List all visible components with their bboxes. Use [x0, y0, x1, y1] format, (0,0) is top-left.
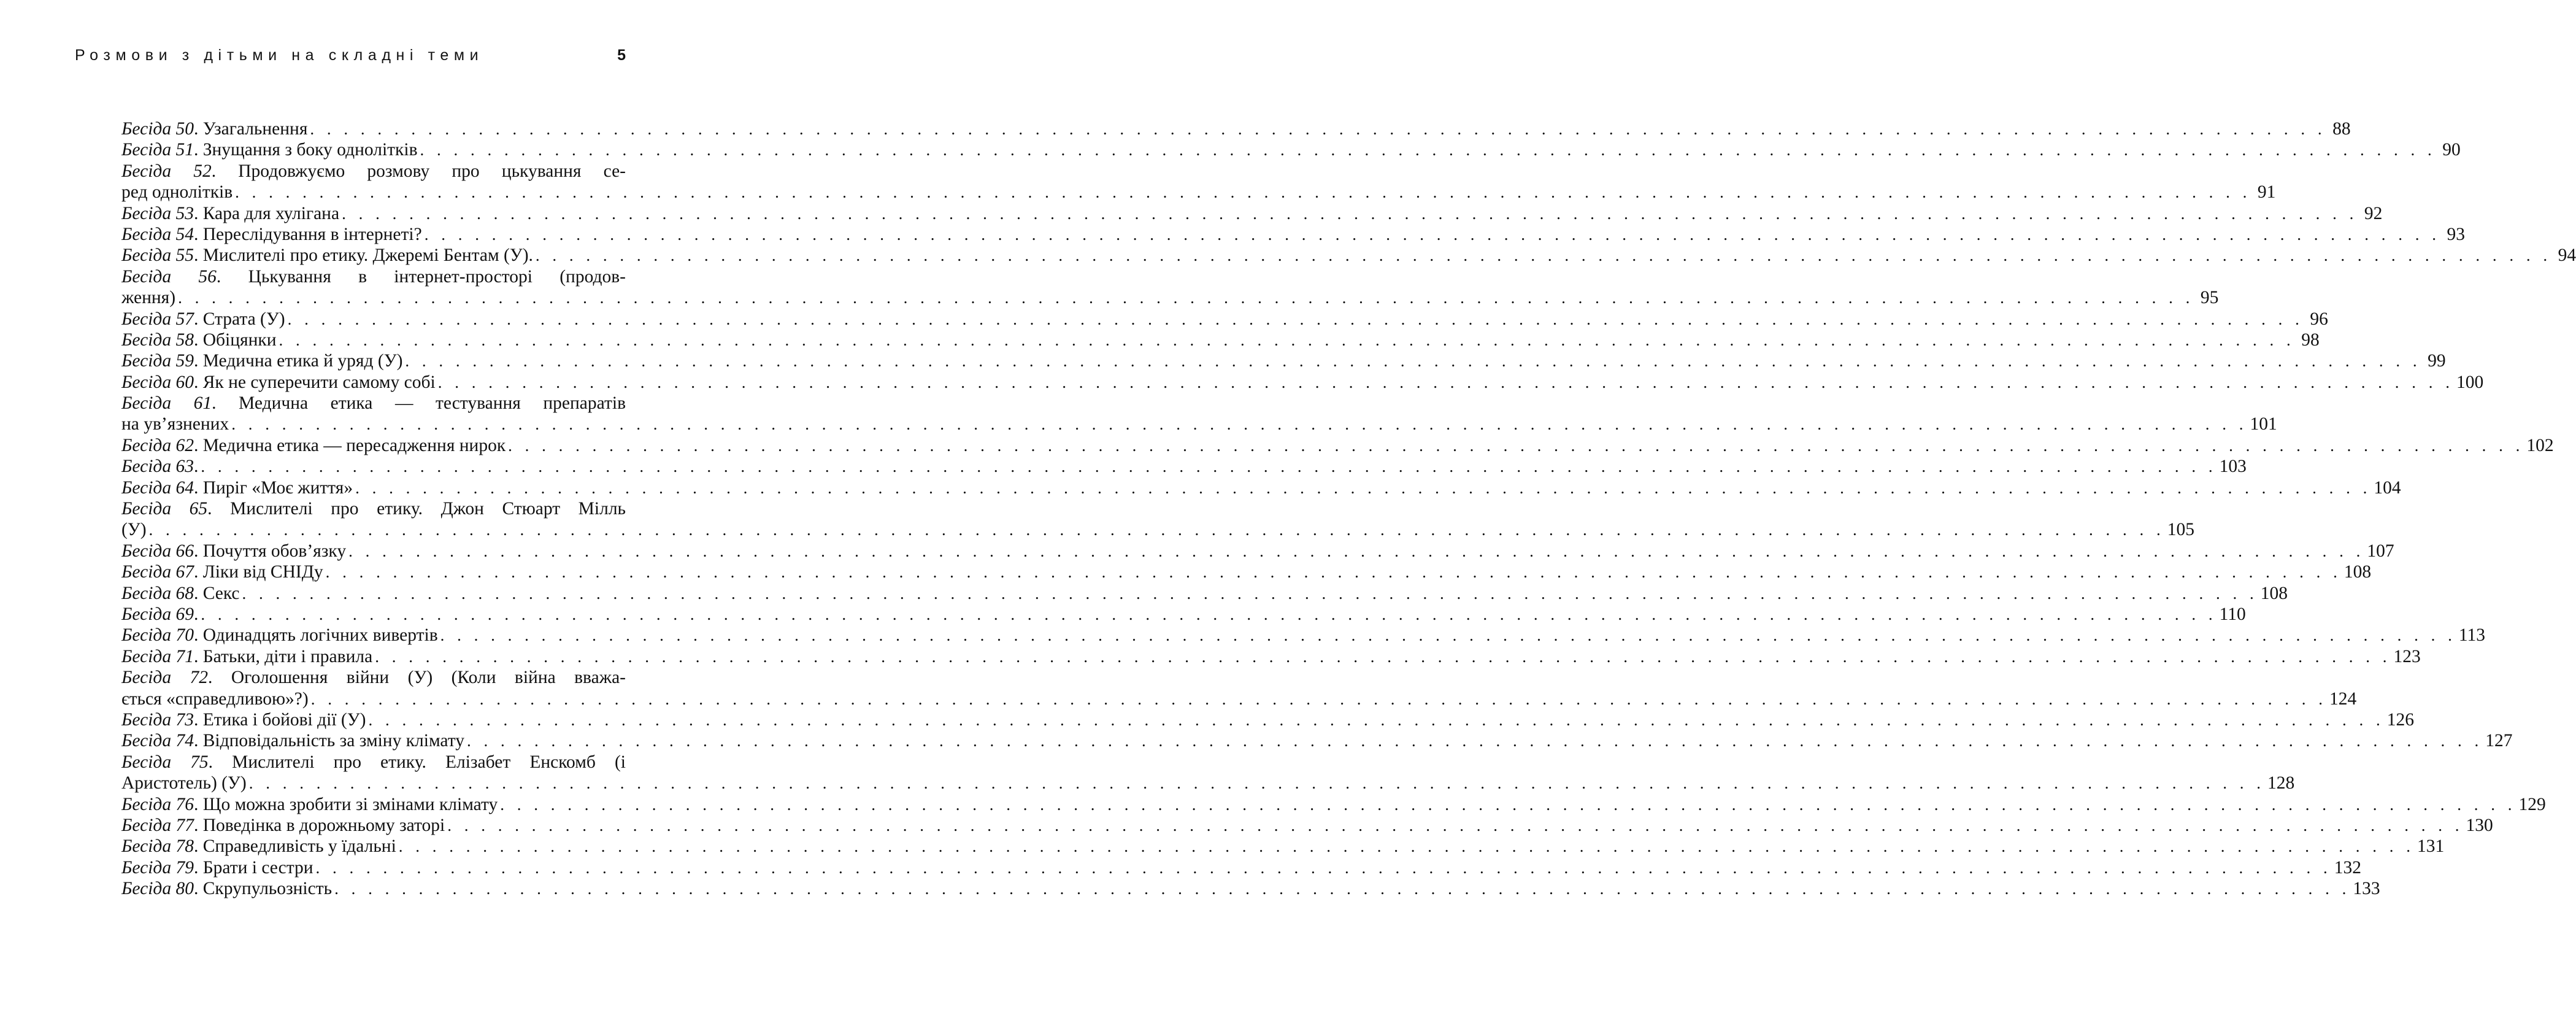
toc-entry-title: Почуття обов’язку [202, 541, 347, 561]
toc-entry-title: Скрупульозність [202, 879, 333, 899]
dot-leader: . . . . . . . . . . . . . . . . . . . . . . . . . . . . . . . . . . . . . . . . . . . . . . . . . . . . . . . . . . . . . . . . . . . . . . . . . . . . . . . . . . . . . . . . . . . . . . . . . . . . . . . . . . . . . . . . . . . . . . . . [148, 520, 2165, 539]
dot-leader: . . . . . . . . . . . . . . . . . . . . . . . . . . . . . . . . . . . . . . . . . . . . . . . . . . . . . . . . . . . . . . . . . . . . . . . . . . . . . . . . . . . . . . . . . . . . . . . . . . . . . . . . . . . . . . . . . . . . . . . . [310, 120, 2326, 138]
toc-entry-text [121, 414, 229, 434]
toc-entry-label: Бесіда 51 [121, 140, 194, 160]
toc-entry-line [121, 372, 2484, 393]
toc-entry-page-number: 126 [2386, 709, 2414, 730]
toc-entry-line: Бесіда 61. Медична етика — тестування препаратів [121, 393, 626, 414]
toc-entry-page-number: 90 [2442, 140, 2461, 160]
toc-entry-label: Бесіда 80 [121, 879, 194, 899]
toc-entry-text: Бесіда 53. Кара для хулігана [121, 203, 340, 223]
toc-entry [121, 372, 2484, 393]
toc-entry-page-number: 123 [2393, 646, 2421, 666]
toc-entry [121, 309, 2328, 330]
dot-leader: . . . . . . . . . . . . . . . . . . . . . . . . . . . . . . . . . . . . . . . . . . . . . . . . . . . . . . . . . . . . . . . . . . . . . . . . . . . . . . . . . . . . . . . . . . . . . . . . . . . . . . . . . . . . . . . . . . . . . . . . [325, 563, 2342, 582]
toc-entry [121, 794, 2546, 815]
toc-entry-text: Бесіда 76. Що можна зробити зі змінами клімату [121, 794, 498, 814]
toc-entry-page-number: 95 [2200, 288, 2219, 308]
dot-leader: . . . . . . . . . . . . . . . . . . . . . . . . . . . . . . . . . . . . . . . . . . . . . . . . . . . . . . . . . . . . . . . . . . . . . . . . . . . . . . . . . . . . . . . . . . . . . . . . . . . . . . . . . . . . . . . . . . . . . . . . [508, 436, 2524, 455]
toc-entry [121, 161, 2276, 203]
toc-entry-title: Одинадцять логічних вивертів [202, 625, 438, 646]
toc-entry-text: Бесіда 78. Справедливість у їдальні [121, 836, 396, 857]
toc-entry-line [121, 203, 2383, 224]
toc-entry [121, 541, 2394, 562]
toc-entry-title-line1: Продовжуємо розмову про цькування се- [238, 161, 626, 181]
toc-entry-text: Бесіда 70. Одинадцять логічних вивертів [121, 625, 438, 646]
toc-entry-text [121, 519, 147, 540]
toc-entry-label: Бесіда 69 [121, 604, 194, 624]
toc-entry-line [121, 689, 2357, 709]
toc-entry [121, 266, 2219, 309]
toc-entry-label: Бесіда 60 [121, 372, 194, 392]
toc-entry-line [121, 477, 2401, 498]
toc-entry-title: (У) [121, 520, 147, 540]
toc-entry-label: Бесіда 61 [121, 393, 212, 414]
toc-entry-title: Знущання з боку однолітків [202, 140, 418, 160]
toc-entry-label: Бесіда 77 [121, 815, 194, 835]
dot-leader: . . . . . . . . . . . . . . . . . . . . . . . . . . . . . . . . . . . . . . . . . . . . . . . . . . . . . . . . . . . . . . . . . . . . . . . . . . . . . . . . . . . . . . . . . . . . . . . . . . . . . . . . . . . . . . . . . . . . . . . . [420, 141, 2436, 160]
dot-leader: . . . . . . . . . . . . . . . . . . . . . . . . . . . . . . . . . . . . . . . . . . . . . . . . . . . . . . . . . . . . . . . . . . . . . . . . . . . . . . . . . . . . . . . . . . . . . . . . . . . . . . . . . . . . . . . . . . . . . . . . [248, 774, 2265, 793]
toc-entry-page-number: 102 [2526, 435, 2554, 455]
toc-entry-page-number: 132 [2334, 857, 2362, 878]
dot-leader: . . . . . . . . . . . . . . . . . . . . . . . . . . . . . . . . . . . . . . . . . . . . . . . . . . . . . . . . . . . . . . . . . . . . . . . . . . . . . . . . . . . . . . . . . . . . . . . . . . . . . . . . . . . . . . . . . . . . . . . . [440, 626, 2456, 645]
dot-leader: . . . . . . . . . . . . . . . . . . . . . . . . . . . . . . . . . . . . . . . . . . . . . . . . . . . . . . . . . . . . . . . . . . . . . . . . . . . . . . . . . . . . . . . . . . . . . . . . . . . . . . . . . . . . . . . . . . . . . . . . [178, 288, 2194, 307]
toc-entry [121, 604, 2246, 625]
toc-entry [121, 118, 2351, 139]
toc-entry [121, 583, 2288, 604]
dot-leader: . . . . . . . . . . . . . . . . . . . . . . . . . . . . . . . . . . . . . . . . . . . . . . . . . . . . . . . . . . . . . . . . . . . . . . . . . . . . . . . . . . . . . . . . . . . . . . . . . . . . . . . . . . . . . . . . . . . . . . . . [467, 731, 2483, 751]
toc-entry-line [121, 730, 2513, 751]
toc-entry [121, 562, 2372, 582]
toc-entry-line [121, 625, 2486, 646]
toc-entry-text [121, 689, 309, 709]
toc-entry-line [121, 330, 2320, 350]
toc-entry-page-number: 103 [2219, 457, 2247, 477]
toc-entry-label: Бесіда 68 [121, 583, 194, 603]
toc-entry-text: Бесіда 80. Скрупульозність [121, 879, 333, 899]
toc-entry [121, 203, 2383, 224]
toc-entry-text: Бесіда 54. Переслідування в інтернеті? [121, 224, 422, 244]
toc-entry-title: Справедливість у їдальні [202, 836, 396, 857]
toc-entry [121, 878, 2380, 899]
toc-entry-text: Бесіда 51. Знущання з боку однолітків [121, 140, 418, 160]
toc-entry-text: Бесіда 74. Відповідальність за зміну клімату [121, 731, 465, 751]
toc-entry-title: ється «справедливою»?) [121, 689, 309, 709]
toc-entry-line [121, 118, 2351, 139]
toc-entry-title: Брати і сестри [202, 857, 313, 878]
toc-entry [121, 730, 2513, 751]
toc-entry-line [121, 224, 2465, 245]
toc-entry-text: Бесіда 79. Брати і сестри [121, 857, 313, 878]
dot-leader: . . . . . . . . . . . . . . . . . . . . . . . . . . . . . . . . . . . . . . . . . . . . . . . . . . . . . . . . . . . . . . . . . . . . . . . . . . . . . . . . . . . . . . . . . . . . . . . . . . . . . . . . . . . . . . . . . . . . . . . . [231, 415, 2248, 434]
toc-entry-text: Бесіда 63. [121, 457, 199, 477]
dot-leader: . . . . . . . . . . . . . . . . . . . . . . . . . . . . . . . . . . . . . . . . . . . . . . . . . . . . . . . . . . . . . . . . . . . . . . . . . . . . . . . . . . . . . . . . . . . . . . . . . . . . . . . . . . . . . . . . . . . . . . . . [242, 584, 2258, 603]
toc-entry-page-number: 128 [2267, 773, 2295, 793]
toc-entry-line [121, 287, 2219, 308]
dot-leader: . . . . . . . . . . . . . . . . . . . . . . . . . . . . . . . . . . . . . . . . . . . . . . . . . . . . . . . . . . . . . . . . . . . . . . . . . . . . . . . . . . . . . . . . . . . . . . . . . . . . . . . . . . . . . . . . . . . . . . . . [398, 837, 2415, 856]
toc-entry-label: Бесіда 72 [121, 668, 208, 688]
dot-leader: . . . . . . . . . . . . . . . . . . . . . . . . . . . . . . . . . . . . . . . . . . . . . . . . . . . . . . . . . . . . . . . . . . . . . . . . . . . . . . . . . . . . . . . . . . . . . . . . . . . . . . . . . . . . . . . . . . . . . . . . [368, 710, 2385, 729]
dot-leader: . . . . . . . . . . . . . . . . . . . . . . . . . . . . . . . . . . . . . . . . . . . . . . . . . . . . . . . . . . . . . . . . . . . . . . . . . . . . . . . . . . . . . . . . . . . . . . . . . . . . . . . . . . . . . . . . . . . . . . . . [201, 457, 2217, 476]
toc-entry-text [121, 773, 247, 793]
toc-entry-label: Бесіда 54 [121, 224, 194, 244]
toc-entry-label: Бесіда 57 [121, 309, 194, 329]
toc-entry-text: Бесіда 60. Як не суперечити самому собі [121, 372, 436, 392]
dot-leader: . . . . . . . . . . . . . . . . . . . . . . . . . . . . . . . . . . . . . . . . . . . . . . . . . . . . . . . . . . . . . . . . . . . . . . . . . . . . . . . . . . . . . . . . . . . . . . . . . . . . . . . . . . . . . . . . . . . . . . . . [334, 879, 2351, 898]
toc-entry-text: Бесіда 77. Поведінка в дорожньому заторі [121, 815, 445, 835]
toc-entry [121, 393, 2277, 435]
dot-leader: . . . . . . . . . . . . . . . . . . . . . . . . . . . . . . . . . . . . . . . . . . . . . . . . . . . . . . . . . . . . . . . . . . . . . . . . . . . . . . . . . . . . . . . . . . . . . . . . . . . . . . . . . . . . . . . . . . . . . . . . [500, 795, 2516, 814]
toc-entry-page-number: 100 [2456, 372, 2484, 392]
dot-leader: . . . . . . . . . . . . . . . . . . . . . . . . . . . . . . . . . . . . . . . . . . . . . . . . . . . . . . . . . . . . . . . . . . . . . . . . . . . . . . . . . . . . . . . . . . . . . . . . . . . . . . . . . . . . . . . . . . . . . . . . [287, 309, 2304, 328]
toc-entry [121, 752, 2295, 794]
toc-entry-page-number: 101 [2250, 414, 2277, 434]
toc-entry-line: Бесіда 56. Цькування в інтернет-просторі (продов- [121, 266, 626, 287]
toc-entry-title: Аристотель) (У) [121, 773, 247, 793]
toc-entry-line [121, 456, 2247, 477]
toc-entry-label: Бесіда 62 [121, 435, 194, 455]
toc-entry-page-number: 130 [2466, 815, 2493, 835]
toc-entry [121, 709, 2414, 730]
toc-entry [121, 625, 2486, 646]
toc-entry [121, 456, 2247, 477]
toc-entry-label: Бесіда 52 [121, 161, 212, 181]
toc-entry-label: Бесіда 74 [121, 731, 194, 751]
toc-entry-title: Секс [202, 583, 240, 603]
dot-leader: . . . . . . . . . . . . . . . . . . . . . . . . . . . . . . . . . . . . . . . . . . . . . . . . . . . . . . . . . . . . . . . . . . . . . . . . . . . . . . . . . . . . . . . . . . . . . . . . . . . . . . . . . . . . . . . . . . . . . . . . [342, 204, 2358, 223]
toc-entry-line [121, 541, 2394, 562]
toc-entry-title-line1: Мислителі про етику. Елізабет Енскомб (і [232, 752, 626, 772]
toc-entry-text: Бесіда 57. Страта (У) [121, 309, 285, 329]
dot-leader: . . . . . . . . . . . . . . . . . . . . . . . . . . . . . . . . . . . . . . . . . . . . . . . . . . . . . . . . . . . . . . . . . . . . . . . . . . . . . . . . . . . . . . . . . . . . . . . . . . . . . . . . . . . . . . . . . . . . . . . . [279, 330, 2295, 349]
toc-entry-label: Бесіда 75 [121, 752, 209, 772]
toc-entry-label: Бесіда 56 [121, 266, 217, 287]
toc-entry-title-line1: Мислителі про етику. Джон Стюарт Мілль [230, 499, 626, 519]
toc-entry-line [121, 562, 2372, 582]
toc-entry-line [121, 182, 2276, 203]
toc-entry-page-number: 104 [2374, 477, 2401, 498]
running-title: Розмови з дітьми на складні теми [75, 47, 484, 64]
toc-entry-line [121, 309, 2328, 330]
dot-leader: . . . . . . . . . . . . . . . . . . . . . . . . . . . . . . . . . . . . . . . . . . . . . . . . . . . . . . . . . . . . . . . . . . . . . . . . . . . . . . . . . . . . . . . . . . . . . . . . . . . . . . . . . . . . . . . . . . . . . . . . [235, 183, 2251, 202]
toc-entry-line [121, 604, 2246, 625]
toc-entry-text: Бесіда 68. Секс [121, 583, 240, 603]
toc-entry-title: Кара для хулігана [202, 203, 340, 223]
toc-entry-title: Медична етика й уряд (У) [202, 351, 403, 371]
toc-entry-title: на ув’язнених [121, 414, 229, 434]
toc-entry-page-number: 96 [2310, 309, 2328, 329]
toc-entry-page-number: 127 [2485, 731, 2513, 751]
toc-entry-title-line1: Цькування в інтернет-просторі (продов- [248, 266, 626, 287]
toc-entry-line: Бесіда 75. Мислителі про етику. Елізабет Енскомб (і [121, 752, 626, 772]
toc-entry-text [121, 182, 233, 203]
toc-entry [121, 646, 2421, 667]
toc-entry-title: Батьки, діти і правила [202, 646, 373, 666]
toc-entry-page-number: 107 [2367, 541, 2394, 561]
toc-entry-page-number: 113 [2458, 625, 2486, 646]
toc-entry-text: Бесіда 50. Узагальнення [121, 119, 308, 139]
toc-entry-label: Бесіда 71 [121, 646, 194, 666]
toc-entry-title-line1: Оголошення війни (У) (Коли війна вважа- [231, 668, 626, 688]
toc-entry-page-number: 108 [2260, 583, 2288, 603]
page-header [75, 47, 626, 71]
toc-entry-page-number: 124 [2329, 689, 2357, 709]
toc-entry-label: Бесіда 63 [121, 457, 194, 477]
toc-entry-line [121, 646, 2421, 667]
toc-entry-page-number: 105 [2167, 520, 2195, 540]
toc-entry-line [121, 414, 2277, 434]
toc-entry-label: Бесіда 53 [121, 203, 194, 223]
toc-entry-text: Бесіда 66. Почуття обов’язку [121, 541, 347, 561]
toc-entry-page-number: 98 [2301, 330, 2320, 350]
toc-entry-label: Бесіда 58 [121, 330, 194, 350]
toc-entry [121, 477, 2401, 498]
dot-leader: . . . . . . . . . . . . . . . . . . . . . . . . . . . . . . . . . . . . . . . . . . . . . . . . . . . . . . . . . . . . . . . . . . . . . . . . . . . . . . . . . . . . . . . . . . . . . . . . . . . . . . . . . . . . . . . . . . . . . . . . [315, 858, 2332, 877]
toc-entry-text: Бесіда 73. Етика і бойові дії (У) [121, 709, 366, 730]
dot-leader: . . . . . . . . . . . . . . . . . . . . . . . . . . . . . . . . . . . . . . . . . . . . . . . . . . . . . . . . . . . . . . . . . . . . . . . . . . . . . . . . . . . . . . . . . . . . . . . . . . . . . . . . . . . . . . . . . . . . . . . . [447, 816, 2464, 835]
dot-leader: . . . . . . . . . . . . . . . . . . . . . . . . . . . . . . . . . . . . . . . . . . . . . . . . . . . . . . . . . . . . . . . . . . . . . . . . . . . . . . . . . . . . . . . . . . . . . . . . . . . . . . . . . . . . . . . . . . . . . . . . [375, 647, 2391, 666]
toc-entry [121, 498, 2195, 541]
toc-entry-label: Бесіда 66 [121, 541, 194, 561]
page-number: 5 [617, 47, 626, 64]
dot-leader: . . . . . . . . . . . . . . . . . . . . . . . . . . . . . . . . . . . . . . . . . . . . . . . . . . . . . . . . . . . . . . . . . . . . . . . . . . . . . . . . . . . . . . . . . . . . . . . . . . . . . . . . . . . . . . . . . . . . . . . . [535, 246, 2552, 265]
toc-entry-text: Бесіда 71. Батьки, діти і правила [121, 646, 373, 666]
toc-entry-title: Що можна зробити зі змінами клімату [202, 794, 498, 814]
toc-entry-page-number: 88 [2332, 119, 2351, 139]
dot-leader: . . . . . . . . . . . . . . . . . . . . . . . . . . . . . . . . . . . . . . . . . . . . . . . . . . . . . . . . . . . . . . . . . . . . . . . . . . . . . . . . . . . . . . . . . . . . . . . . . . . . . . . . . . . . . . . . . . . . . . . . [310, 689, 2327, 708]
toc-entry [121, 857, 2362, 878]
table-of-contents [121, 118, 2576, 899]
toc-entry-text: Бесіда 58. Обіцянки [121, 330, 277, 350]
toc-entry-label: Бесіда 73 [121, 709, 194, 730]
toc-entry-title: ред однолітків [121, 182, 233, 203]
toc-entry-line [121, 435, 2554, 456]
toc-entry-line [121, 519, 2195, 540]
toc-entry [121, 330, 2320, 350]
toc-entry-label: Бесіда 65 [121, 499, 208, 519]
toc-entry-line [121, 350, 2446, 371]
toc-entry-label: Бесіда 50 [121, 119, 194, 139]
toc-entry-page-number: 92 [2364, 203, 2383, 223]
toc-entry-line [121, 878, 2380, 899]
toc-entry-title: Етика і бойові дії (У) [202, 709, 366, 730]
toc-entry [121, 350, 2446, 371]
toc-entry-label: Бесіда 79 [121, 857, 194, 878]
toc-entry-title: Страта (У) [202, 309, 285, 329]
toc-entry-label: Бесіда 59 [121, 351, 194, 371]
toc-entry-page-number: 91 [2257, 182, 2276, 203]
toc-entry-line [121, 245, 2576, 266]
toc-entry-title: Як не суперечити самому собі [202, 372, 436, 392]
toc-entry-title: Пиріг «Моє життя» [202, 477, 353, 498]
toc-entry-page-number: 110 [2219, 604, 2246, 624]
toc-entry-text: Бесіда 59. Медична етика й уряд (У) [121, 351, 403, 371]
dot-leader: . . . . . . . . . . . . . . . . . . . . . . . . . . . . . . . . . . . . . . . . . . . . . . . . . . . . . . . . . . . . . . . . . . . . . . . . . . . . . . . . . . . . . . . . . . . . . . . . . . . . . . . . . . . . . . . . . . . . . . . . [437, 372, 2454, 392]
toc-entry-line [121, 794, 2546, 815]
toc-entry-page-number: 131 [2417, 836, 2445, 857]
toc-entry-text: Бесіда 55. Мислителі про етику. Джеремі Бентам (У). [121, 245, 533, 266]
toc-entry-label: Бесіда 64 [121, 477, 194, 498]
toc-entry-title: Мислителі про етику. Джеремі Бентам (У). [202, 245, 533, 266]
toc-entry-title: ження) [121, 288, 176, 308]
toc-entry-text: Бесіда 67. Ліки від СНІДу [121, 562, 323, 582]
dot-leader: . . . . . . . . . . . . . . . . . . . . . . . . . . . . . . . . . . . . . . . . . . . . . . . . . . . . . . . . . . . . . . . . . . . . . . . . . . . . . . . . . . . . . . . . . . . . . . . . . . . . . . . . . . . . . . . . . . . . . . . . [405, 352, 2421, 371]
toc-entry [121, 435, 2554, 456]
toc-entry-text: Бесіда 62. Медична етика — пересадження нирок [121, 435, 506, 455]
toc-entry-label: Бесіда 67 [121, 562, 194, 582]
toc-entry-title: Узагальнення [202, 119, 308, 139]
toc-entry-line: Бесіда 72. Оголошення війни (У) (Коли війна вважа- [121, 668, 626, 688]
toc-entry [121, 139, 2461, 160]
toc-entry-title-line1: Медична етика — тестування препаратів [239, 393, 626, 414]
toc-entry-line [121, 857, 2362, 878]
toc-entry-page-number: 108 [2343, 562, 2372, 582]
toc-entry-title: Обіцянки [202, 330, 277, 350]
toc-entry-line [121, 583, 2288, 604]
dot-leader: . . . . . . . . . . . . . . . . . . . . . . . . . . . . . . . . . . . . . . . . . . . . . . . . . . . . . . . . . . . . . . . . . . . . . . . . . . . . . . . . . . . . . . . . . . . . . . . . . . . . . . . . . . . . . . . . . . . . . . . . [355, 478, 2372, 497]
toc-entry [121, 245, 2576, 266]
toc-entry [121, 836, 2445, 857]
toc-entry-line [121, 709, 2414, 730]
toc-entry-text: Бесіда 69. [121, 604, 199, 624]
dot-leader: . . . . . . . . . . . . . . . . . . . . . . . . . . . . . . . . . . . . . . . . . . . . . . . . . . . . . . . . . . . . . . . . . . . . . . . . . . . . . . . . . . . . . . . . . . . . . . . . . . . . . . . . . . . . . . . . . . . . . . . . [348, 541, 2365, 560]
toc-entry [121, 667, 2357, 709]
toc-entry-title: Переслідування в інтернеті? [202, 224, 422, 244]
toc-entry-title: Ліки від СНІДу [202, 562, 323, 582]
toc-entry-page-number: 99 [2428, 351, 2446, 371]
toc-entry-title: Поведінка в дорожньому заторі [202, 815, 445, 835]
toc-entry-page-number: 133 [2353, 879, 2380, 899]
toc-entry-page-number: 93 [2447, 224, 2465, 244]
toc-entry-line [121, 139, 2461, 160]
dot-leader: . . . . . . . . . . . . . . . . . . . . . . . . . . . . . . . . . . . . . . . . . . . . . . . . . . . . . . . . . . . . . . . . . . . . . . . . . . . . . . . . . . . . . . . . . . . . . . . . . . . . . . . . . . . . . . . . . . . . . . . . [424, 225, 2440, 244]
toc-entry-line: Бесіда 65. Мислителі про етику. Джон Стюарт Мілль [121, 499, 626, 519]
toc-entry [121, 815, 2493, 836]
toc-entry-label: Бесіда 55 [121, 245, 194, 266]
toc-entry-page-number: 94 [2558, 245, 2576, 266]
toc-entry [121, 224, 2465, 245]
toc-entry-line [121, 773, 2295, 793]
toc-entry-label: Бесіда 76 [121, 794, 194, 814]
toc-entry-title: Відповідальність за зміну клімату [202, 731, 465, 751]
toc-entry-line [121, 815, 2493, 836]
toc-entry-line: Бесіда 52. Продовжуємо розмову про цькування се- [121, 161, 626, 181]
toc-entry-text [121, 287, 175, 308]
dot-leader: . . . . . . . . . . . . . . . . . . . . . . . . . . . . . . . . . . . . . . . . . . . . . . . . . . . . . . . . . . . . . . . . . . . . . . . . . . . . . . . . . . . . . . . . . . . . . . . . . . . . . . . . . . . . . . . . . . . . . . . . [201, 604, 2217, 623]
toc-entry-text: Бесіда 64. Пиріг «Моє життя» [121, 477, 353, 498]
toc-entry-line [121, 836, 2445, 857]
toc-entry-title: Медична етика — пересадження нирок [202, 435, 506, 455]
toc-entry-label: Бесіда 78 [121, 836, 194, 857]
toc-entry-label: Бесіда 70 [121, 625, 194, 646]
toc-entry-page-number: 129 [2518, 794, 2546, 814]
